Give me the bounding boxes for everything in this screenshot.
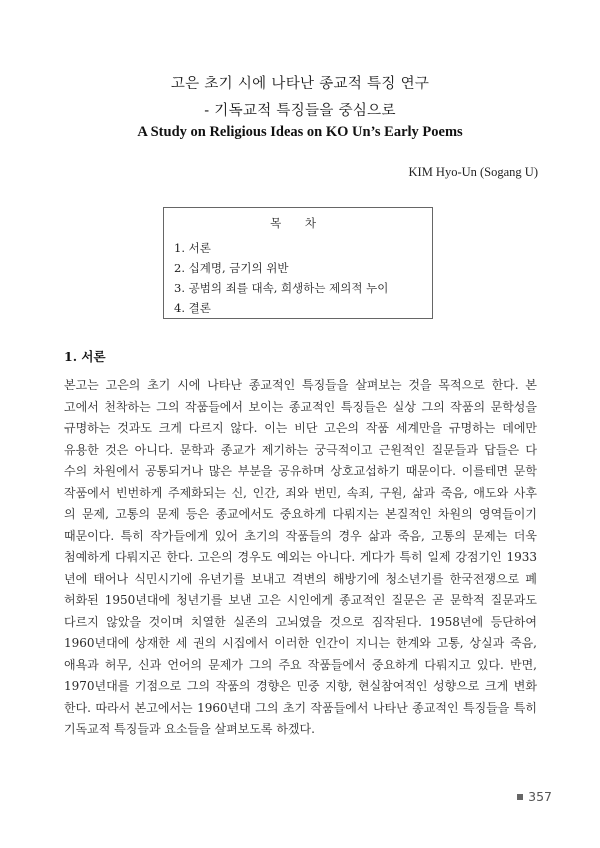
paragraph-line-last: 기독교적 특징들과 요소들을 살펴보도록 하겠다. bbox=[64, 722, 315, 736]
toc-item-introduction: 1. 서론 bbox=[174, 241, 211, 255]
paragraph-line: 규명하는 것과도 크게 다르지 않다. 이는 비단 고은의 작품 세계만을 규명하는 데에만 bbox=[64, 421, 537, 435]
paragraph-line: 다르지 않았을 것이며 치열한 실존의 고뇌였을 것으로 짐작된다. 1958년에 등단하여 bbox=[64, 614, 537, 629]
paragraph-line: 애욕과 허무, 신과 언어의 문제가 그의 주요 작품들에서 중요하게 다뤄지고 있다. 반면, bbox=[64, 657, 537, 672]
paper-title-english: A Study on Religious Ideas on KO Un’s Early Poems bbox=[137, 124, 463, 140]
page-number bbox=[517, 789, 552, 804]
paragraph-line: 1970년대를 기점으로 그의 작품의 경향은 민중 지향, 현실참여적인 성향으로 크게 변화 bbox=[64, 679, 537, 693]
square-bullet-icon bbox=[517, 794, 523, 800]
paragraph-line: 수의 차원에서 공통되거나 많은 부분을 공유하며 상호교섭하기 때문이다. 이를테면 문학 bbox=[64, 464, 537, 478]
table-of-contents bbox=[163, 207, 433, 319]
paragraph-line: 허화된 1950년대에 청년기를 보낸 고은 시인에게 종교적인 질문은 곧 문학적 질문과도 bbox=[64, 593, 537, 607]
section-heading-introduction: 1. 서론 bbox=[64, 349, 106, 364]
paragraph-line: 한다. 따라서 본고에서는 1960년대 그의 초기 작품들에서 나타난 종교적인 특징들을 특히 bbox=[64, 700, 537, 715]
paragraph-line: 첨예하게 다뤄지곤 한다. 고은의 경우도 예외는 아니다. 게다가 특히 일제 강점기인 1933 bbox=[64, 550, 537, 564]
paragraph-line: 작품에서 빈번하게 주제화되는 신, 인간, 죄와 번민, 속죄, 구원, 삶과 죽음, 애도와 사후 bbox=[64, 485, 537, 500]
toc-heading: 목 차 bbox=[270, 216, 326, 230]
paragraph-line: 의 문제, 고통의 문제 등은 종교에서도 중요하게 다뤄지는 본질적인 차원의 영역들이기 bbox=[64, 507, 537, 521]
author-affiliation: KIM Hyo-Un (Sogang U) bbox=[408, 165, 538, 179]
toc-item-sacrificial-sister: 3. 공범의 죄를 대속, 희생하는 제의적 누이 bbox=[174, 281, 389, 295]
paragraph-line: 본고는 고은의 초기 시에 나타난 종교적인 특징들을 살펴보는 것을 목적으로 한다. 본 bbox=[64, 378, 537, 392]
paper-title-korean: 고은 초기 시에 나타난 종교적 특징 연구 bbox=[170, 76, 430, 92]
paper-subtitle-korean: - 기독교적 특징들을 중심으로 bbox=[204, 103, 396, 119]
toc-item-conclusion: 4. 결론 bbox=[174, 301, 211, 315]
body-paragraph bbox=[64, 375, 537, 741]
toc-item-ten-commandments: 2. 십계명, 금기의 위반 bbox=[174, 261, 289, 275]
paragraph-line: 때문이다. 특히 작가들에게 있어 초기의 작품들의 경우 삶과 죽음, 고통의 문제는 더욱 bbox=[64, 528, 537, 543]
page-number-value: 357 bbox=[528, 789, 552, 804]
paragraph-line: 년에 태어나 식민시기에 유년기를 보내고 격변의 해방기에 청소년기를 한국전쟁으로 폐 bbox=[64, 571, 537, 586]
paragraph-line: 고에서 천착하는 그의 작품들에서 보이는 종교적인 특징들은 실상 그의 작품의 문학성을 bbox=[64, 399, 537, 414]
paragraph-line: 유용한 것은 아니다. 문학과 종교가 제기하는 궁극적이고 근원적인 질문들과 답들은 다 bbox=[64, 442, 537, 457]
paragraph-line: 1960년대에 상재한 세 권의 시집에서 이러한 인간이 지니는 한계와 고통, 상실과 죽음, bbox=[64, 636, 537, 650]
